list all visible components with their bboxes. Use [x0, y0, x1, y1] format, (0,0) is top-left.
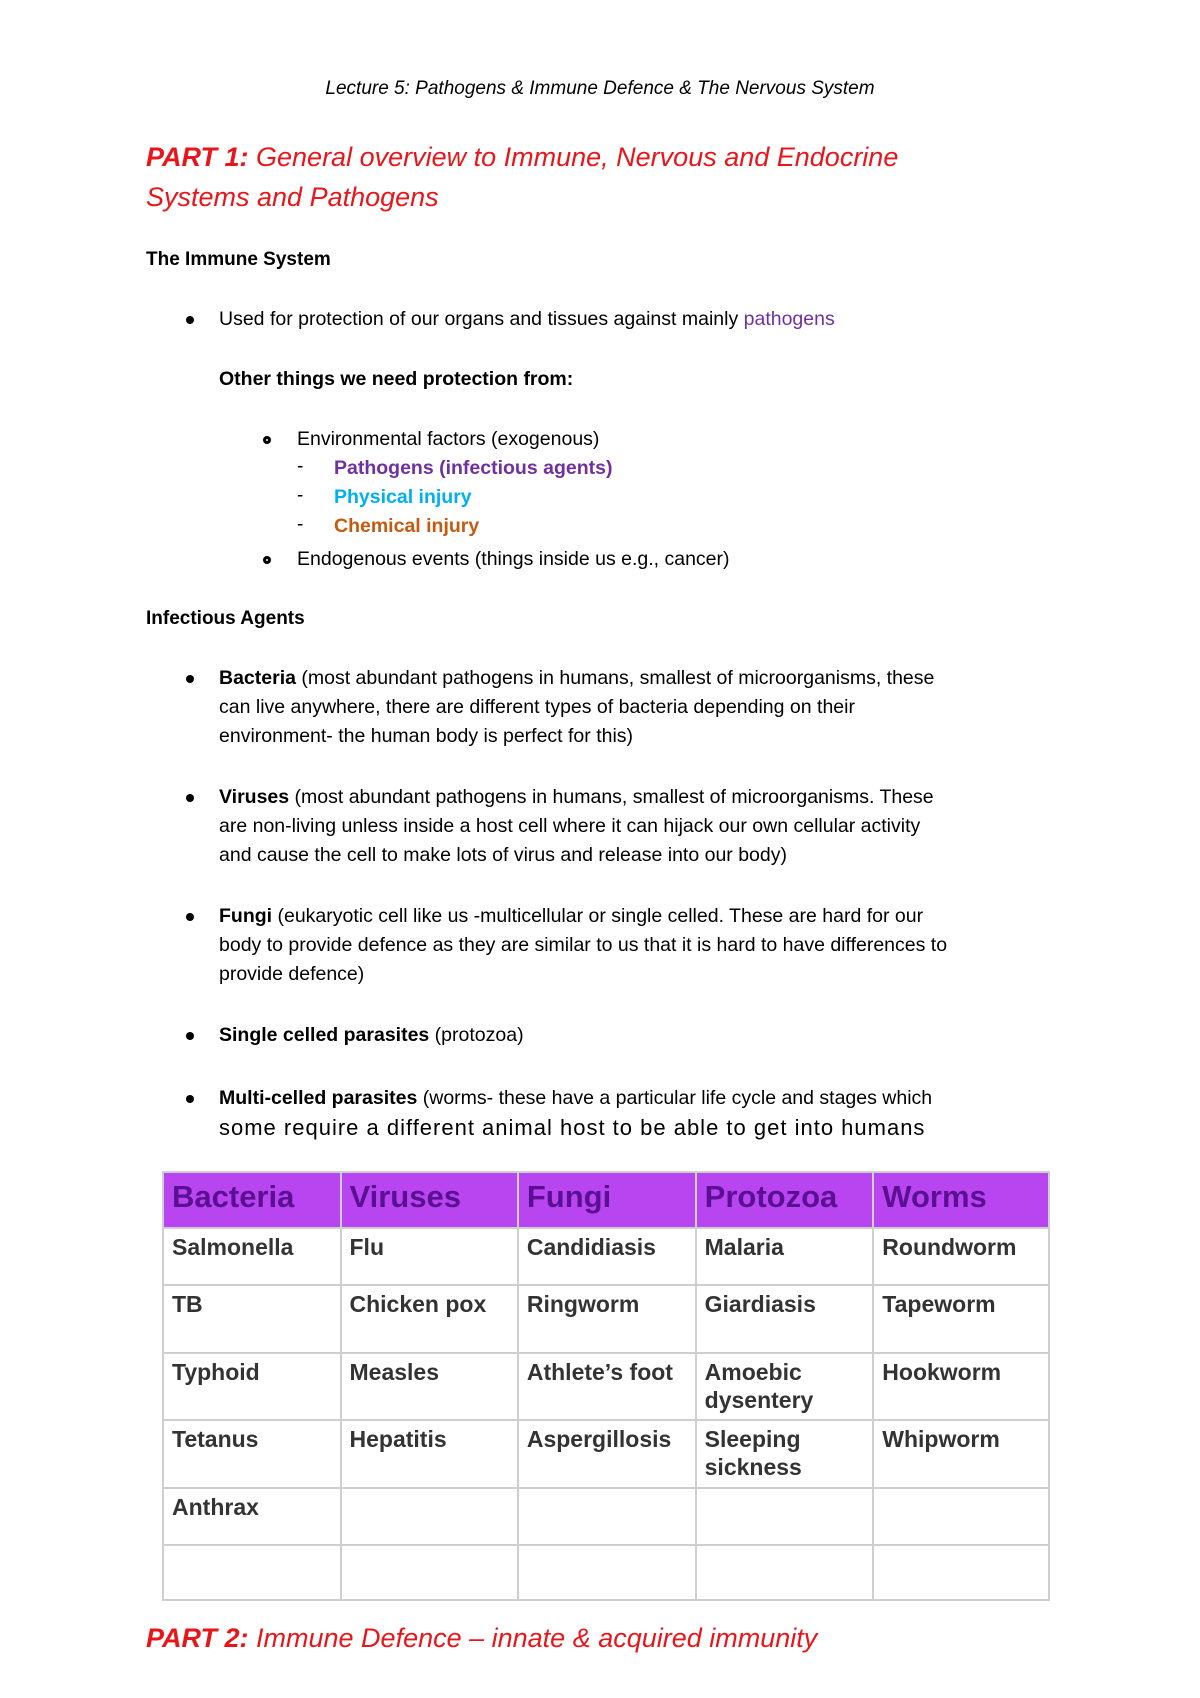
viruses-line1: (most abundant pathogens in humans, smallest of microorganisms. These [289, 786, 934, 808]
table-row [163, 1420, 1049, 1488]
table-row [163, 1545, 1049, 1600]
pathogen-table [162, 1171, 1050, 1601]
bullet-icon [186, 316, 194, 324]
env-item-chemical-injury: Chemical injury [334, 515, 480, 537]
table-cell [873, 1488, 1049, 1545]
part2-title-text: Immune Defence – innate & acquired immunity [248, 1623, 818, 1653]
table-cell: Malaria [696, 1228, 874, 1285]
endogenous-events: Endogenous events (things inside us e.g., cancer) [297, 548, 730, 570]
bacteria-line2: can live anywhere, there are different types of bacteria depending on their [219, 696, 855, 718]
table-cell: TB [163, 1285, 341, 1353]
env-item-pathogens: Pathogens (infectious agents) [334, 457, 613, 479]
bullet-icon [186, 913, 194, 921]
table-cell [696, 1545, 874, 1600]
table-cell [873, 1545, 1049, 1600]
fungi-item [219, 902, 947, 989]
table-cell: Salmonella [163, 1228, 341, 1285]
table-cell: Flu [341, 1228, 518, 1285]
table-header: Fungi [518, 1172, 696, 1228]
viruses-item [219, 783, 934, 870]
table-header: Bacteria [163, 1172, 341, 1228]
table-cell: Ringworm [518, 1285, 696, 1353]
immune-bullet-1-text: Used for protection of our organs and tissues against mainly [219, 308, 744, 330]
table-cell: Tapeworm [873, 1285, 1049, 1353]
table-cell: Hookworm [873, 1353, 1049, 1420]
multi-celled-label: Multi-celled parasites [219, 1087, 418, 1109]
table-cell: Athlete’s foot [518, 1353, 696, 1420]
table-header: Protozoa [696, 1172, 874, 1228]
table-cell: Whipworm [873, 1420, 1049, 1488]
fungi-line1: (eukaryotic cell like us -multicellular or single celled. These are hard for our [272, 905, 924, 927]
table-cell [163, 1545, 341, 1600]
bullet-icon [186, 675, 194, 683]
table-cell: Tetanus [163, 1420, 341, 1488]
viruses-label: Viruses [219, 786, 290, 808]
fungi-line3: provide defence) [219, 963, 365, 985]
dash-marker: - [297, 456, 304, 477]
env-item-physical-injury: Physical injury [334, 486, 472, 508]
table-row [163, 1488, 1049, 1545]
single-celled-rest: (protozoa) [429, 1024, 524, 1046]
bacteria-line3: environment- the human body is perfect for this) [219, 725, 634, 747]
table-cell: Anthrax [163, 1488, 341, 1545]
bullet-icon [186, 1032, 194, 1040]
table-cell: Chicken pox [341, 1285, 518, 1353]
table-header: Viruses [341, 1172, 518, 1228]
dash-marker: - [297, 485, 304, 506]
table-cell [518, 1545, 696, 1600]
immune-bullet-1 [219, 305, 835, 334]
table-header-row [163, 1172, 1049, 1228]
immune-system-heading: The Immune System [146, 249, 331, 270]
circle-bullet-icon [263, 556, 271, 564]
table-header: Worms [873, 1172, 1049, 1228]
table-cell: Measles [341, 1353, 518, 1420]
table-cell: Roundworm [873, 1228, 1049, 1285]
single-celled-item [219, 1021, 524, 1050]
bullet-icon [186, 1095, 194, 1103]
table-cell [341, 1488, 518, 1545]
part2-title [146, 1618, 1096, 1658]
table-row [163, 1228, 1049, 1285]
infectious-agents-heading: Infectious Agents [146, 608, 305, 629]
multi-celled-line1: (worms- these have a particular life cycle and stages which [417, 1087, 933, 1109]
bacteria-label: Bacteria [219, 667, 296, 689]
part1-label: PART 1: [146, 142, 249, 172]
multi-celled-item [219, 1084, 932, 1144]
fungi-line2: body to provide defence as they are similar to us that it is hard to have differences to [219, 934, 948, 956]
table-cell [696, 1488, 874, 1545]
table-cell: Typhoid [163, 1353, 341, 1420]
viruses-line3: and cause the cell to make lots of virus and release into our body) [219, 844, 787, 866]
table-cell: Giardiasis [696, 1285, 874, 1353]
other-things-heading: Other things we need protection from: [219, 368, 574, 390]
bullet-icon [186, 794, 194, 802]
table-cell: Hepatitis [341, 1420, 518, 1488]
table-cell [341, 1545, 518, 1600]
pathogens-highlight: pathogens [743, 308, 835, 330]
table-cell: Sleeping sickness [696, 1420, 874, 1488]
part2-label: PART 2: [146, 1623, 249, 1653]
dash-marker: - [297, 514, 304, 535]
table-row [163, 1285, 1049, 1353]
table-cell: Candidiasis [518, 1228, 696, 1285]
table-cell: Amoebic dysentery [696, 1353, 874, 1420]
table-row [163, 1353, 1049, 1420]
page-header: Lecture 5: Pathogens & Immune Defence & The Nervous System [325, 78, 875, 99]
bacteria-line1: (most abundant pathogens in humans, smallest of microorganisms, these [295, 667, 935, 689]
table-cell [518, 1488, 696, 1545]
single-celled-label: Single celled parasites [219, 1024, 430, 1046]
multi-celled-line2: some require a different animal host to be able to get into humans [219, 1115, 926, 1140]
table-cell: Aspergillosis [518, 1420, 696, 1488]
circle-bullet-icon [263, 436, 271, 444]
fungi-label: Fungi [219, 905, 273, 927]
bacteria-item [219, 664, 934, 751]
part1-title [146, 137, 1096, 217]
environmental-factors: Environmental factors (exogenous) [297, 428, 600, 450]
viruses-line2: are non-living unless inside a host cell where it can hijack our own cellular activity [219, 815, 921, 837]
part1-title-line1: General overview to Immune, Nervous and Endocrine [248, 142, 899, 172]
part1-title-line2: Systems and Pathogens [146, 182, 439, 212]
